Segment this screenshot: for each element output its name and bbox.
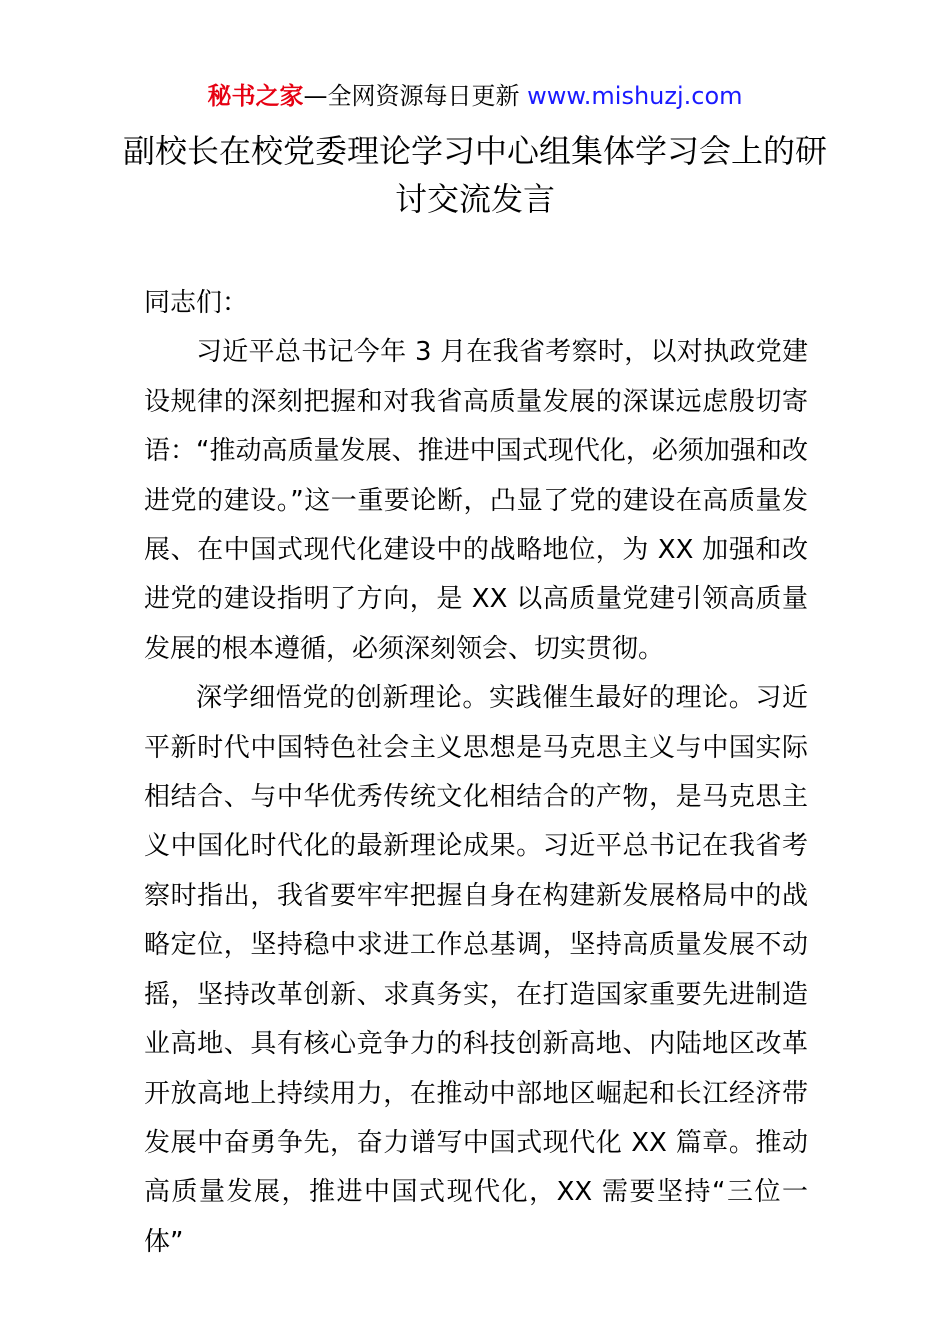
salutation: 同志们： (144, 288, 249, 318)
site-url-link[interactable]: www.mishuzj.com (527, 82, 743, 110)
header-tagline: —全网资源每日更新 (303, 82, 528, 110)
document-body (144, 279, 808, 1267)
body-paragraph-2: 深学细悟党的创新理论。实践催生最好的理论。习近平新时代中国特色社会主义思想是马克思主义与中国实际相结合、与中华优秀传统文化相结合的产物，是马克思主义中国化时代化的最新理论成果。习近平总书记在我省考察时指出，我省要牢牢把握自身在构建新发展格局中的战略定位，坚持稳中求进工作总基调，坚持高质量发展不动摇，坚持改革创新、求真务实，在打造国家重要先进制造业高地、具有核心竞争力的科技创新高地、内陆地区改革开放高地上持续用力，在推动中部地区崛起和长江经济带发展中奋勇争先，奋力谱写中国式现代化 XX 篇章。推动高质量发展，推进中国式现代化，XX 需要坚持“三位一体” (144, 683, 808, 1257)
site-header (0, 80, 950, 112)
body-paragraph-1: 习近平总书记今年 3 月在我省考察时，以对执政党建设规律的深刻把握和对我省高质量发展的深谋远虑殷切寄语：“推动高质量发展、推进中国式现代化，必须加强和改进党的建设。”这一重要论断，凸显了党的建设在高质量发展、在中国式现代化建设中的战略地位，为 XX 加强和改进党的建设指明了方向，是 XX 以高质量党建引领高质量发展的根本遵循，必须深刻领会、切实贯彻。 (144, 337, 808, 664)
brand-name: 秘书之家 (207, 82, 304, 110)
document-title: 副校长在校党委理论学习中心组集体学习会上的研讨交流发言 (122, 132, 827, 218)
